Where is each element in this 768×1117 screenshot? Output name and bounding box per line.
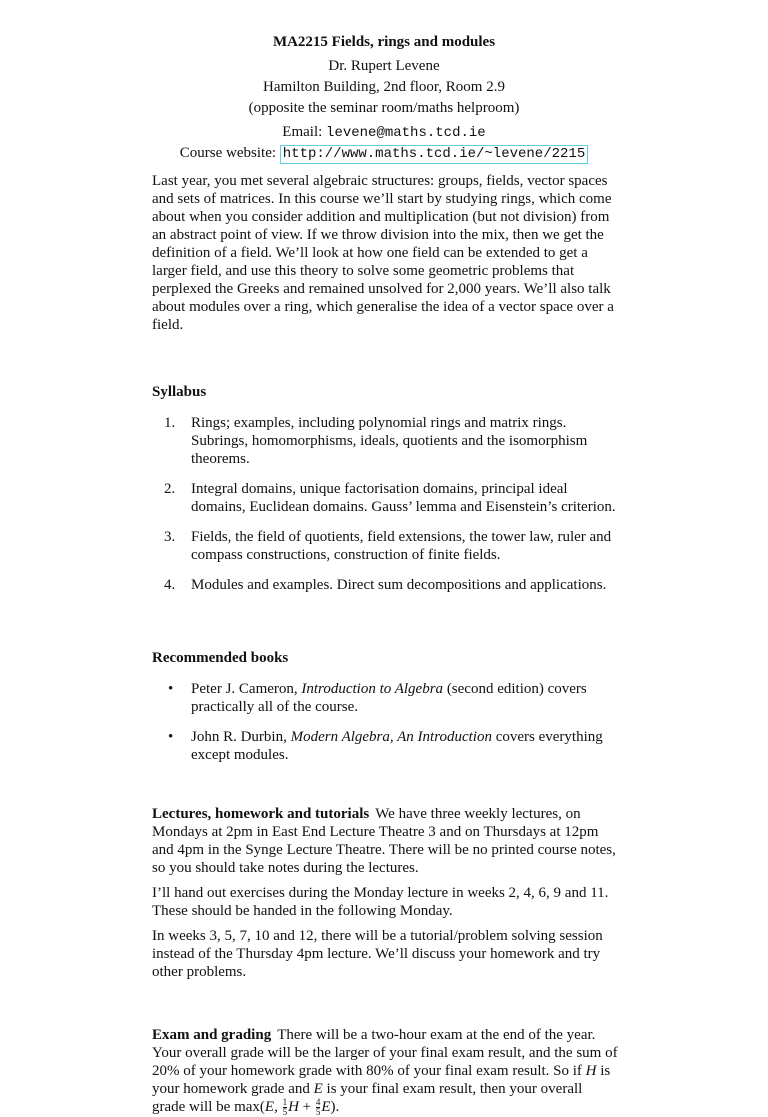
lectures-section bbox=[152, 805, 618, 981]
exam-heading: Exam and grading bbox=[152, 1027, 272, 1043]
books-list bbox=[152, 680, 618, 764]
grade-formula: max(E, $\frac{1}{5}$ H + $\frac{4}{5}$ E). bbox=[234, 1097, 340, 1117]
books-section bbox=[152, 649, 618, 776]
syllabus-section bbox=[152, 383, 618, 606]
exam-section bbox=[152, 1026, 618, 1117]
lectures-heading: Lectures, homework and tutorials bbox=[152, 806, 370, 822]
bullet-icon: • bbox=[168, 681, 174, 697]
tutorial-paragraph: In weeks 3, 5, 7, 10 and 12, there will be a tutorial/problem solving session instead of the Thursday 4pm lecture. We’ll discuss your homework and try other problems. bbox=[152, 928, 603, 980]
syllabus-list bbox=[152, 414, 618, 594]
office-location-note: (opposite the seminar room/maths helproom) bbox=[248, 100, 520, 116]
email-line bbox=[0, 124, 768, 141]
list-item: • Peter J. Cameron, Introduction to Algebra (second edition) covers practically all of the course. bbox=[168, 681, 587, 715]
list-item: 2. Integral domains, unique factorisation domains, principal ideal domains, Euclidean domains. Gauss’ lemma and Eisenstein’s criterion. bbox=[164, 481, 616, 515]
email-label: Email: bbox=[282, 124, 323, 140]
list-item: 3. Fields, the field of quotients, field extensions, the tower law, ruler and compass constructions, construction of finite fields. bbox=[164, 529, 612, 563]
lecturer-name: Dr. Rupert Levene bbox=[328, 58, 440, 74]
course-website-link[interactable]: http://www.maths.tcd.ie/~levene/2215 bbox=[280, 145, 588, 164]
syllabus-heading: Syllabus bbox=[152, 384, 207, 400]
course-title: MA2215 Fields, rings and modules bbox=[272, 34, 496, 50]
homework-paragraph: I’ll hand out exercises during the Monday lecture in weeks 2, 4, 6, 9 and 11. These should be handed in the following Monday. bbox=[152, 885, 609, 919]
list-item: 4. Modules and examples. Direct sum decompositions and applications. bbox=[164, 577, 607, 593]
website-label: Course website: bbox=[179, 145, 277, 161]
intro-paragraph bbox=[152, 172, 618, 334]
website-line bbox=[0, 145, 768, 164]
exam-paragraph: Exam and grading There will be a two-hour exam at the end of the year. Your overall grade will be the larger of your final exam result, and the sum of 20% of your homework grade with 80% of your final exam result. So if H is your homework grade and E is your final exam result, then your overall grade will be max(E, $\frac{1}{5}$ H + $\frac{4}{5}$ E). bbox=[152, 1027, 618, 1117]
bullet-icon: • bbox=[168, 729, 174, 745]
list-item: 1. Rings; examples, including polynomial rings and matrix rings. Subrings, homomorphisms, ideals, quotients and the isomorphism theorems. bbox=[164, 415, 588, 467]
email-address: levene@maths.tcd.ie bbox=[326, 125, 486, 141]
intro-text: Last year, you met several algebraic structures: groups, fields, vector spaces and sets of matrices. In this course we’ll start by studying rings, which come about when you consider addition and multiplication (but not division) from an abstract point of view. If we throw division into the mix, then we get the definition of a field. We’ll look at how one field can be extended to get a larger field, and use this theory to solve some geometric problems that perplexed the Greeks and remained unsolved for 2,000 years. We’ll also talk about modules over a ring, which generalise the idea of a vector space over a field. bbox=[152, 173, 614, 333]
books-heading: Recommended books bbox=[152, 650, 289, 666]
lectures-paragraph: Lectures, homework and tutorials We have three weekly lectures, on Mondays at 2pm in East End Lecture Theatre 3 and on Thursdays at 12pm and 4pm in the Synge Lecture Theatre. There will be no printed course notes, so you should take notes during the lectures. bbox=[152, 806, 616, 876]
office-location: Hamilton Building, 2nd floor, Room 2.9 bbox=[263, 79, 505, 95]
list-item: • John R. Durbin, Modern Algebra, An Introduction covers everything except modules. bbox=[168, 729, 603, 763]
